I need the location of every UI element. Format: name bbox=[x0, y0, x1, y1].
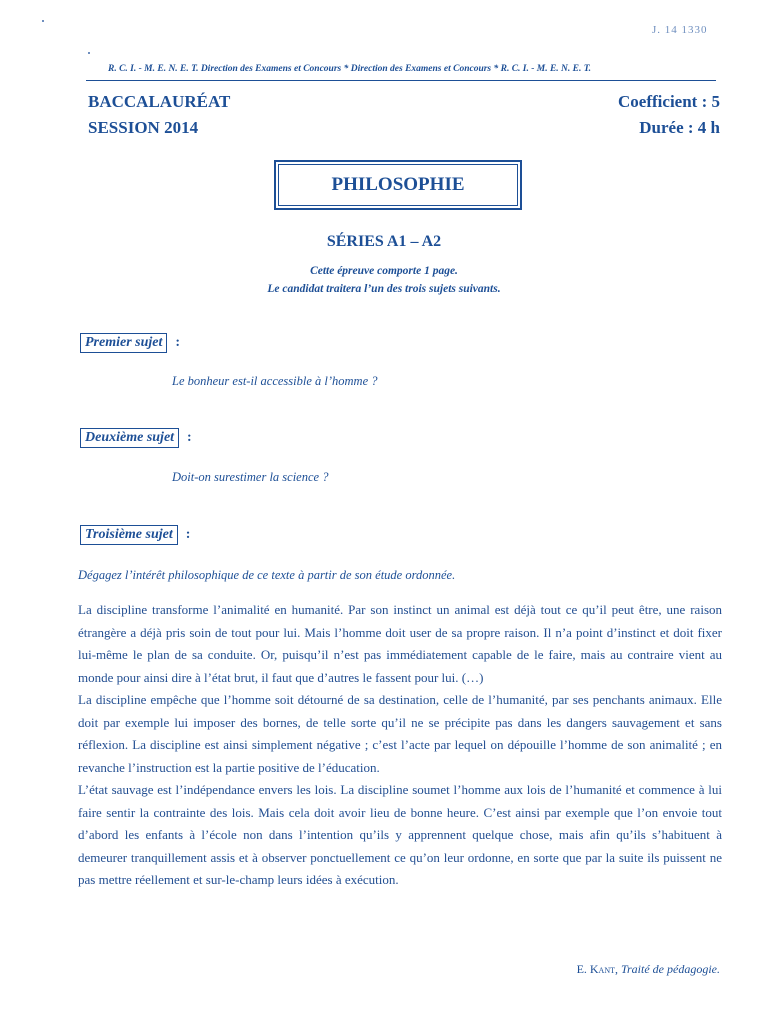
sujet-label-text: Premier sujet bbox=[80, 333, 167, 353]
sujet-colon: : bbox=[175, 335, 181, 350]
sujet-label-3 bbox=[80, 525, 190, 545]
sujet-colon: : bbox=[185, 527, 191, 542]
text-paragraph-2: La discipline empêche que l’homme soit détourné de sa destination, celle de l’humanité, par ses penchants animaux. Elle doit par exemple lui imposer des bornes, de telle sorte qu’il ne se précipite pas dans les dangers sauvagement et sans réflexion. La discipline est ainsi simplement négative ; c’est l’acte par lequel on dépouille l’homme de son animalité ; en revanche l’instruction est la partie positive de l’éducation. bbox=[78, 692, 722, 775]
subject-title: PHILOSOPHIE bbox=[331, 174, 465, 195]
sujet-label-text: Troisième sujet bbox=[80, 525, 178, 545]
text-paragraph-3: L’état sauvage est l’indépendance envers les lois. La discipline soumet l’homme aux lois de l’humanité et commence à lui faire sentir la contrainte des lois. Mais cela doit avoir lieu de bonne heure. C’est ainsi par exemple que l’on envoie tout d’abord les enfants à l’école non dans l’intention qu’ils y apprennent quelque chose, mais afin qu’ils s’habituent à demeurer tranquillement assis et à observer ponctuellement ce qu’on leur ordonne, en sorte que par la suite ils puissent ne pas mettre réellement et sur-le-champ leurs idées à exécution. bbox=[78, 782, 722, 887]
reference-code: J. 14 1330 bbox=[652, 24, 708, 36]
ministry-header: R. C. I. - M. E. N. E. T. Direction des Examens et Concours * Direction des Examens et Concours * R. C. I. - M. E. N. E. T. bbox=[108, 64, 592, 74]
work-title: Traité de pédagogie. bbox=[621, 962, 720, 976]
scan-speck bbox=[42, 20, 44, 22]
text-attribution bbox=[577, 962, 720, 977]
exam-title: BACCALAURÉAT bbox=[88, 92, 231, 111]
series-title: SÉRIES A1 – A2 bbox=[326, 233, 442, 250]
philosophy-text bbox=[78, 599, 722, 892]
subject-title-box bbox=[274, 160, 522, 210]
sujet-instruction-3: Dégagez l’intérêt philosophique de ce texte à partir de son étude ordonnée. bbox=[78, 568, 456, 582]
instruction-line-1: Cette épreuve comporte 1 page. bbox=[310, 265, 458, 277]
scan-speck bbox=[88, 52, 90, 54]
coefficient: Coefficient : 5 bbox=[618, 92, 720, 111]
sujet-label-2 bbox=[80, 428, 192, 448]
exam-session: SESSION 2014 bbox=[88, 118, 199, 137]
sujet-label-text: Deuxième sujet bbox=[80, 428, 179, 448]
text-paragraph-1: La discipline transforme l’animalité en humanité. Par son instinct un animal est déjà tout ce qu’il peut être, une raison étrangère a déjà pris soin de tout pour lui. Mais l’homme doit user de sa propre raison. Il n’a point d’instinct et doit fixer lui-même le plan de sa conduite. Or, puisqu’il n’est pas immédiatement capable de le faire, mais au contraire vient au monde pour ainsi dire à l’état brut, il faut que d’autres le fassent pour lui. (…) bbox=[78, 602, 722, 685]
sujet-label-1 bbox=[80, 333, 180, 353]
instruction-line-2: Le candidat traitera l’un des trois sujets suivants. bbox=[267, 283, 501, 295]
author-name: E. Kant, bbox=[576, 962, 618, 976]
sujet-colon: : bbox=[187, 430, 192, 445]
sujet-question-2: Doit-on surestimer la science ? bbox=[172, 470, 329, 484]
header-divider bbox=[86, 80, 716, 81]
sujet-question-1: Le bonheur est-il accessible à l’homme ? bbox=[172, 374, 378, 388]
duration: Durée : 4 h bbox=[639, 118, 720, 137]
